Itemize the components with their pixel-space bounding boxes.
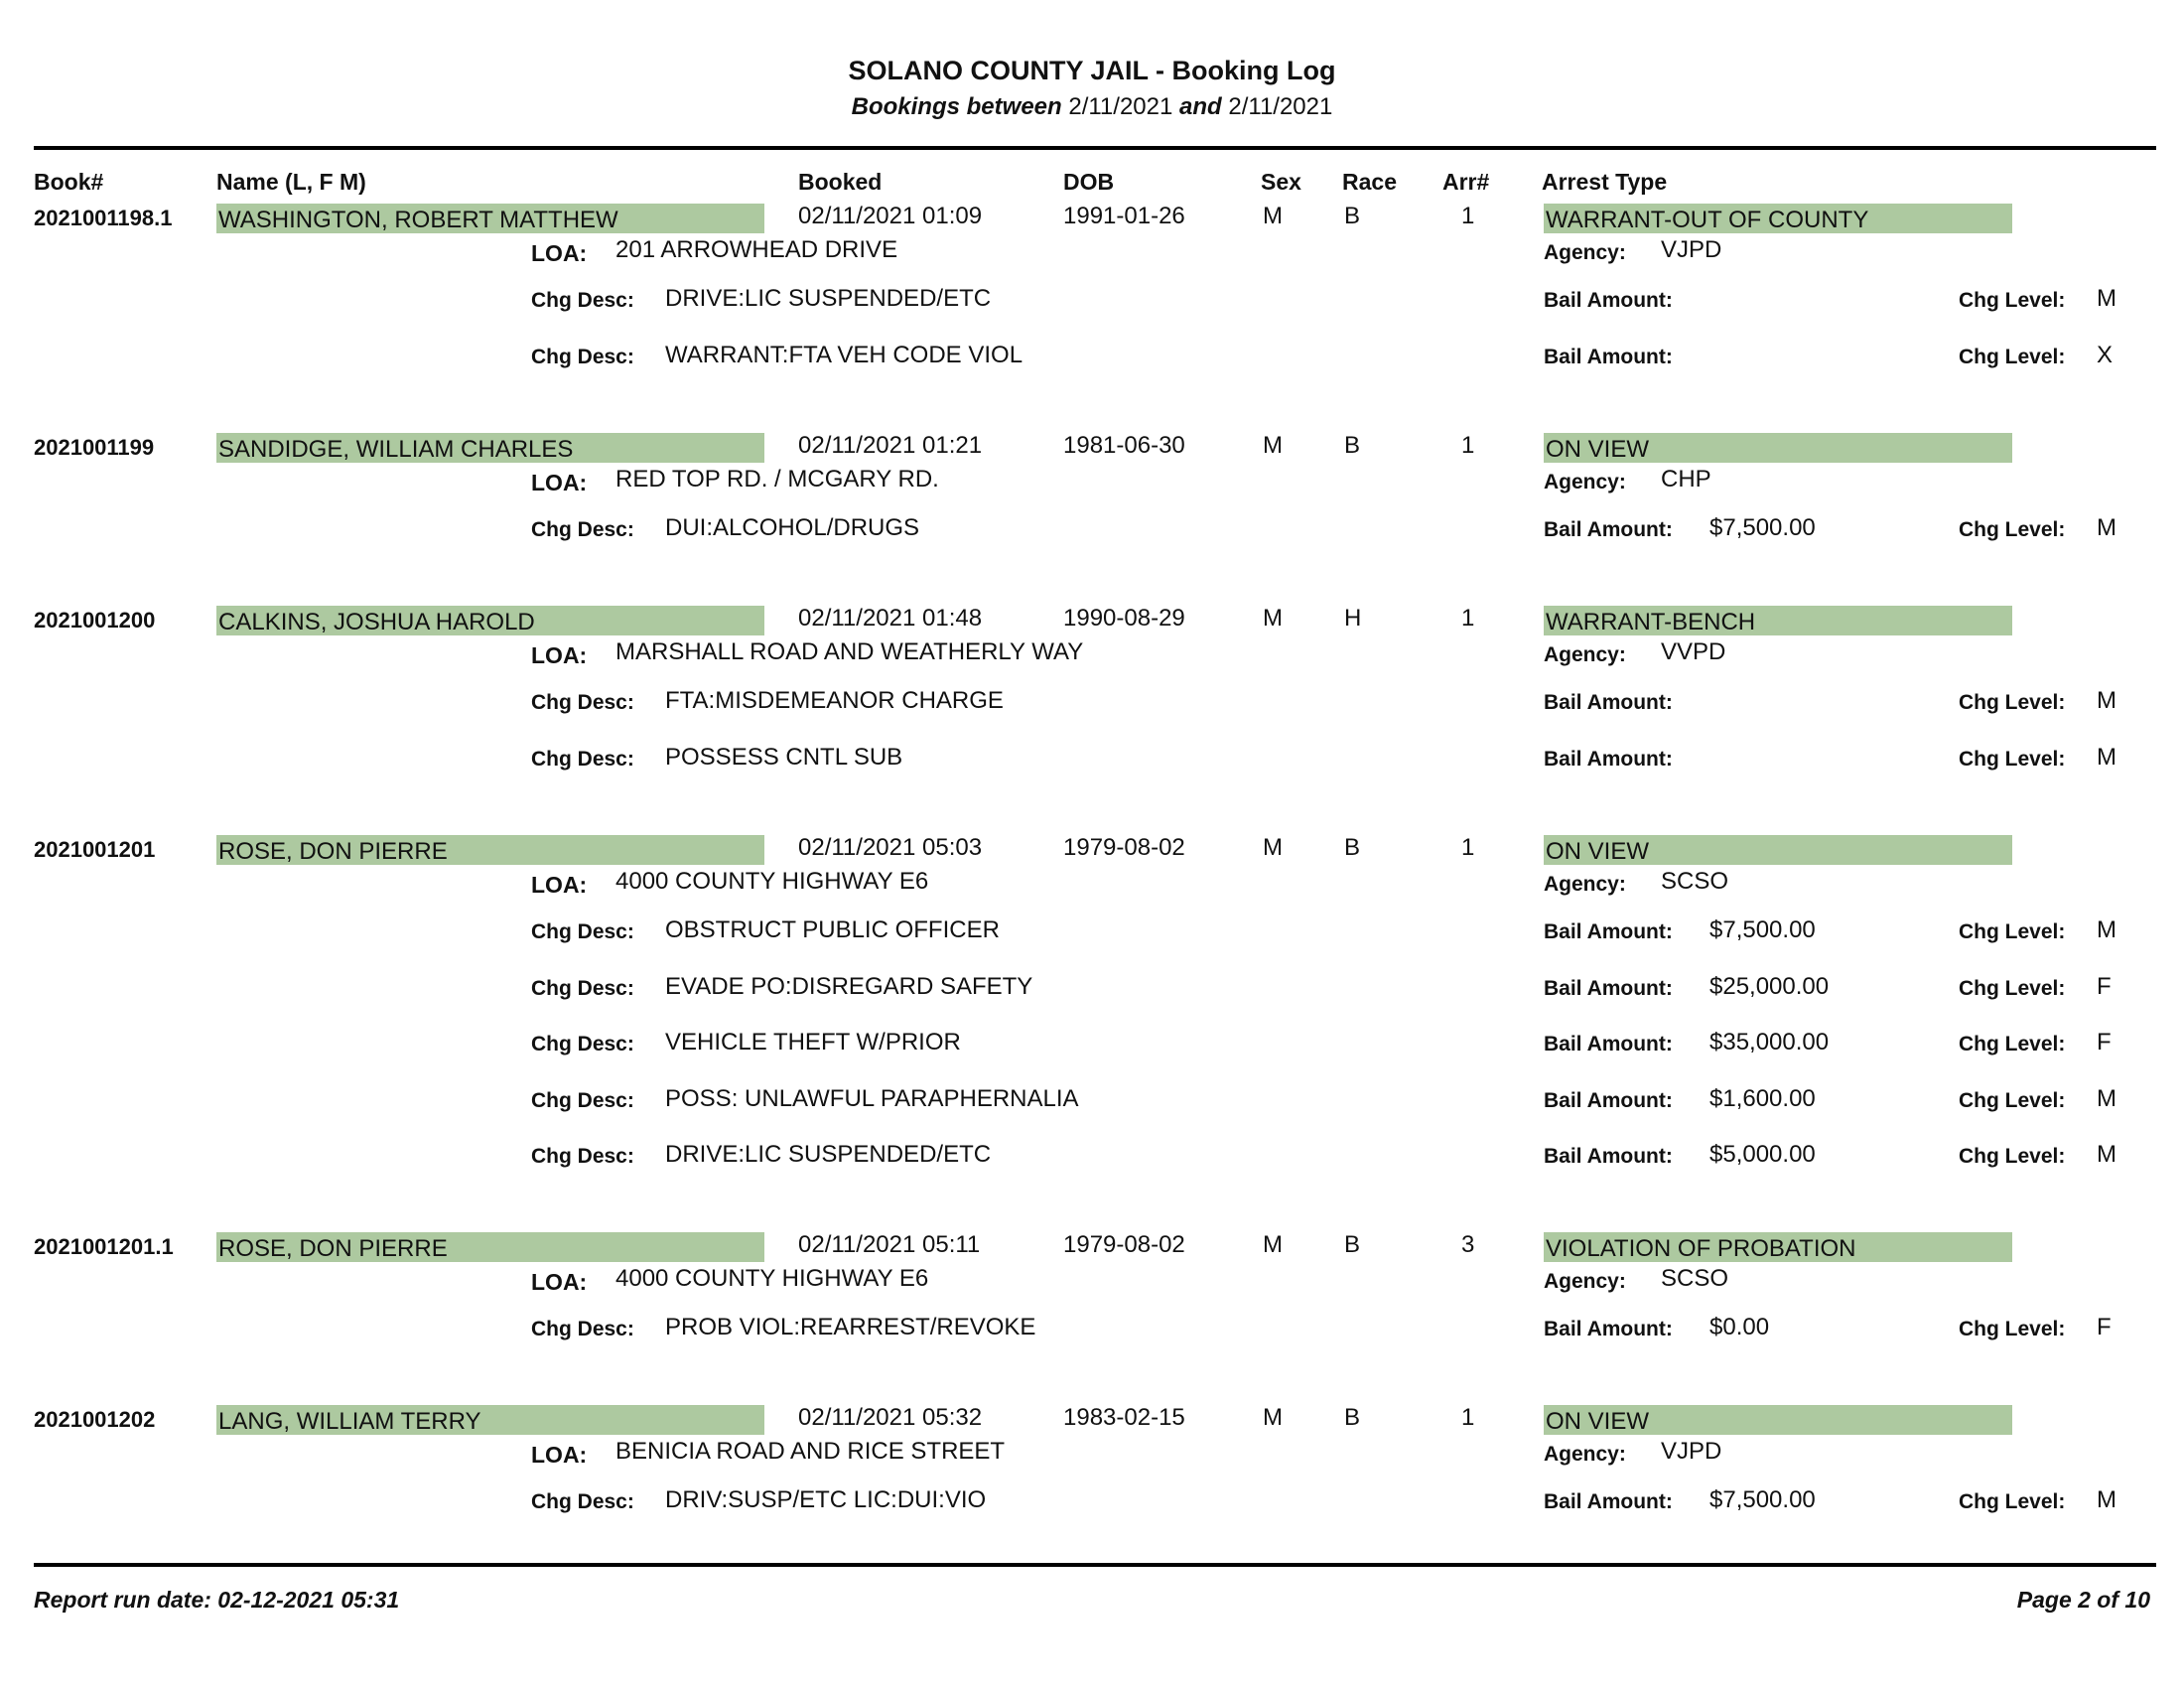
agency-value: VVPD [1661, 638, 1726, 665]
sex: M [1263, 203, 1283, 229]
sex: M [1263, 1231, 1283, 1258]
chg-desc-label: Chg Desc: [531, 691, 634, 714]
arrest-type: ON VIEW [1544, 433, 2012, 463]
col-arrest-type: Arrest Type [1542, 169, 1668, 195]
arrest-type: WARRANT-OUT OF COUNTY [1544, 204, 2012, 233]
agency-value: SCSO [1661, 868, 1729, 895]
bail-amount-label: Bail Amount: [1544, 1033, 1673, 1055]
agency-label: Agency: [1544, 873, 1626, 896]
chg-desc: EVADE PO:DISREGARD SAFETY [665, 972, 1033, 1000]
agency-label: Agency: [1544, 643, 1626, 666]
page-number: Page 2 of 10 [2016, 1587, 2150, 1613]
bail-amount: $0.00 [1709, 1314, 1770, 1340]
chg-desc: POSSESS CNTL SUB [665, 743, 903, 771]
dob: 1979-08-02 [1063, 834, 1185, 861]
date-to: 2/11/2021 [1228, 93, 1333, 120]
bail-amount: $5,000.00 [1709, 1141, 1816, 1168]
chg-level-label: Chg Level: [1959, 1088, 2066, 1112]
chg-desc: DRIVE:LIC SUSPENDED/ETC [665, 285, 992, 312]
bail-amount: $35,000.00 [1709, 1029, 1830, 1055]
chg-desc-label: Chg Desc: [531, 747, 634, 771]
chg-level: M [2097, 1486, 2116, 1513]
chg-desc: OBSTRUCT PUBLIC OFFICER [665, 916, 1000, 943]
arrest-number: 1 [1461, 432, 1475, 459]
chg-desc: VEHICLE THEFT W/PRIOR [665, 1029, 961, 1055]
chg-level: F [2097, 1314, 2112, 1340]
arrest-number: 1 [1461, 1404, 1475, 1431]
col-book: Book# [34, 169, 104, 195]
arrest-number: 1 [1461, 834, 1475, 861]
book-number: 2021001202 [34, 1407, 156, 1432]
chg-desc-label: Chg Desc: [531, 1318, 634, 1340]
race: B [1344, 834, 1361, 861]
bail-amount-label: Bail Amount: [1544, 1490, 1673, 1513]
chg-level: M [2097, 514, 2116, 541]
chg-desc-label: Chg Desc: [531, 976, 634, 1000]
inmate-name: LANG, WILLIAM TERRY [216, 1405, 764, 1435]
chg-level: F [2097, 1029, 2112, 1055]
chg-desc-label: Chg Desc: [531, 920, 634, 943]
inmate-name: ROSE, DON PIERRE [216, 1232, 764, 1262]
bail-amount-label: Bail Amount: [1544, 1088, 1673, 1112]
book-number: 2021001200 [34, 608, 156, 633]
book-number: 2021001201 [34, 837, 156, 862]
race: B [1344, 432, 1361, 459]
chg-level-label: Chg Level: [1959, 976, 2066, 1000]
chg-level: F [2097, 972, 2112, 1000]
bail-amount-label: Bail Amount: [1544, 289, 1673, 312]
dob: 1979-08-02 [1063, 1231, 1185, 1258]
chg-level: M [2097, 285, 2116, 312]
col-booked: Booked [798, 169, 883, 195]
booked-datetime: 02/11/2021 01:48 [798, 605, 983, 632]
chg-level: X [2097, 341, 2114, 368]
booked-datetime: 02/11/2021 05:32 [798, 1404, 983, 1431]
loa-label: LOA: [531, 240, 588, 266]
book-number: 2021001201.1 [34, 1234, 174, 1259]
chg-desc-label: Chg Desc: [531, 1088, 634, 1112]
chg-level-label: Chg Level: [1959, 920, 2066, 943]
bail-amount: $25,000.00 [1709, 972, 1830, 1000]
agency-value: CHP [1661, 466, 1711, 492]
booked-datetime: 02/11/2021 01:21 [798, 432, 983, 459]
arrest-type: ON VIEW [1544, 1405, 2012, 1435]
agency-value: VJPD [1661, 1438, 1722, 1465]
bail-amount-label: Bail Amount: [1544, 1145, 1673, 1168]
sex: M [1263, 834, 1283, 861]
arrest-type: WARRANT-BENCH [1544, 606, 2012, 635]
chg-desc-label: Chg Desc: [531, 1145, 634, 1168]
agency-label: Agency: [1544, 1270, 1626, 1293]
arrest-number: 1 [1461, 605, 1475, 632]
bail-amount: $7,500.00 [1709, 1486, 1816, 1513]
chg-desc-label: Chg Desc: [531, 345, 634, 368]
report-subtitle [0, 93, 2184, 121]
dob: 1983-02-15 [1063, 1404, 1185, 1431]
bail-amount-label: Bail Amount: [1544, 920, 1673, 943]
bail-amount: $7,500.00 [1709, 916, 1816, 943]
chg-desc: PROB VIOL:REARREST/REVOKE [665, 1314, 1036, 1340]
chg-desc: POSS: UNLAWFUL PARAPHERNALIA [665, 1084, 1079, 1112]
bail-amount-label: Bail Amount: [1544, 345, 1673, 368]
chg-desc-label: Chg Desc: [531, 1490, 634, 1513]
date-from: 2/11/2021 [1068, 93, 1173, 120]
bail-amount: $1,600.00 [1709, 1084, 1816, 1112]
col-race: Race [1342, 169, 1397, 195]
chg-level: M [2097, 1141, 2116, 1168]
chg-desc-label: Chg Desc: [531, 1033, 634, 1055]
chg-level-label: Chg Level: [1959, 289, 2066, 312]
loa-value: MARSHALL ROAD AND WEATHERLY WAY [615, 638, 1084, 665]
bail-amount-label: Bail Amount: [1544, 976, 1673, 1000]
loa-value: RED TOP RD. / MCGARY RD. [615, 466, 939, 492]
chg-level-label: Chg Level: [1959, 1145, 2066, 1168]
agency-label: Agency: [1544, 241, 1626, 264]
loa-value: BENICIA ROAD AND RICE STREET [615, 1438, 1006, 1465]
top-rule [34, 146, 2156, 150]
bail-amount-label: Bail Amount: [1544, 691, 1673, 714]
race: B [1344, 1231, 1361, 1258]
booked-datetime: 02/11/2021 05:11 [798, 1231, 981, 1258]
race: H [1344, 605, 1362, 632]
col-name: Name (L, F M) [216, 169, 366, 195]
loa-value: 4000 COUNTY HIGHWAY E6 [615, 868, 929, 895]
loa-label: LOA: [531, 872, 588, 898]
chg-level: M [2097, 687, 2116, 714]
chg-desc: DRIV:SUSP/ETC LIC:DUI:VIO [665, 1486, 987, 1513]
loa-label: LOA: [531, 470, 588, 495]
booked-datetime: 02/11/2021 01:09 [798, 203, 983, 229]
race: B [1344, 1404, 1361, 1431]
report-title: SOLANO COUNTY JAIL - Booking Log [848, 56, 1336, 85]
chg-level-label: Chg Level: [1959, 747, 2066, 771]
book-number: 2021001199 [34, 435, 155, 460]
chg-desc: DRIVE:LIC SUSPENDED/ETC [665, 1141, 992, 1168]
sex: M [1263, 605, 1283, 632]
bail-amount-label: Bail Amount: [1544, 518, 1673, 541]
subtitle-prefix: Bookings between [851, 93, 1062, 120]
chg-desc: DUI:ALCOHOL/DRUGS [665, 514, 920, 541]
loa-label: LOA: [531, 642, 588, 668]
inmate-name: CALKINS, JOSHUA HAROLD [216, 606, 764, 635]
subtitle-and: and [1179, 93, 1222, 120]
sex: M [1263, 1404, 1283, 1431]
booked-datetime: 02/11/2021 05:03 [798, 834, 983, 861]
inmate-name: SANDIDGE, WILLIAM CHARLES [216, 433, 764, 463]
chg-level-label: Chg Level: [1959, 1318, 2066, 1340]
agency-value: SCSO [1661, 1265, 1729, 1292]
agency-label: Agency: [1544, 1443, 1626, 1466]
loa-label: LOA: [531, 1442, 588, 1468]
arrest-number: 3 [1461, 1231, 1475, 1258]
chg-desc-label: Chg Desc: [531, 518, 634, 541]
chg-desc: FTA:MISDEMEANOR CHARGE [665, 687, 1004, 714]
col-dob: DOB [1063, 169, 1115, 195]
chg-level: M [2097, 743, 2116, 771]
book-number: 2021001198.1 [34, 206, 173, 230]
race: B [1344, 203, 1361, 229]
loa-value: 201 ARROWHEAD DRIVE [615, 236, 898, 263]
arrest-type: ON VIEW [1544, 835, 2012, 865]
chg-level: M [2097, 1084, 2116, 1112]
bail-amount-label: Bail Amount: [1544, 747, 1673, 771]
inmate-name: WASHINGTON, ROBERT MATTHEW [216, 204, 764, 233]
report-run-date: Report run date: 02-12-2021 05:31 [34, 1587, 400, 1613]
arrest-number: 1 [1461, 203, 1475, 229]
agency-label: Agency: [1544, 471, 1626, 493]
inmate-name: ROSE, DON PIERRE [216, 835, 764, 865]
arrest-type: VIOLATION OF PROBATION [1544, 1232, 2012, 1262]
chg-desc-label: Chg Desc: [531, 289, 634, 312]
chg-level-label: Chg Level: [1959, 345, 2066, 368]
chg-level-label: Chg Level: [1959, 1033, 2066, 1055]
col-arr: Arr# [1442, 169, 1490, 195]
agency-value: VJPD [1661, 236, 1722, 263]
sex: M [1263, 432, 1283, 459]
chg-desc: WARRANT:FTA VEH CODE VIOL [665, 341, 1024, 368]
bottom-rule [34, 1563, 2156, 1567]
chg-level-label: Chg Level: [1959, 518, 2066, 541]
chg-level-label: Chg Level: [1959, 1490, 2066, 1513]
loa-label: LOA: [531, 1269, 588, 1295]
bail-amount-label: Bail Amount: [1544, 1318, 1673, 1340]
chg-level-label: Chg Level: [1959, 691, 2066, 714]
dob: 1990-08-29 [1063, 605, 1185, 632]
loa-value: 4000 COUNTY HIGHWAY E6 [615, 1265, 929, 1292]
chg-level: M [2097, 916, 2116, 943]
col-sex: Sex [1261, 169, 1301, 195]
dob: 1981-06-30 [1063, 432, 1185, 459]
bail-amount: $7,500.00 [1709, 514, 1816, 541]
dob: 1991-01-26 [1063, 203, 1185, 229]
